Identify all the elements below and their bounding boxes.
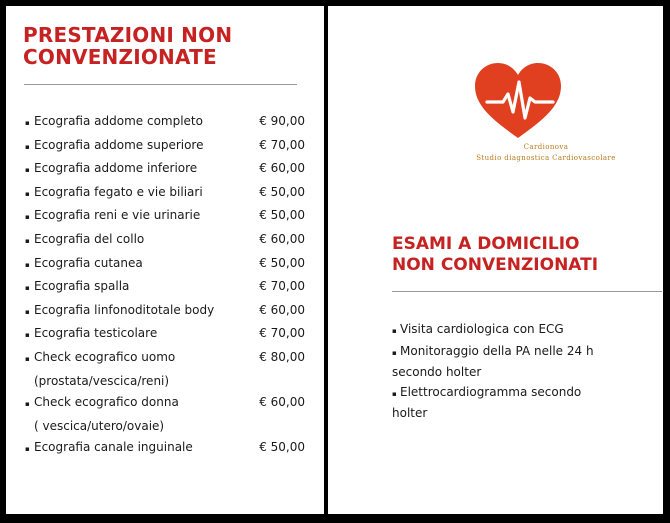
- service-name: [25, 347, 255, 392]
- service-name: [25, 323, 255, 347]
- bullet-icon: ▪: [25, 354, 30, 363]
- price-row: [25, 205, 305, 229]
- home-visit-text-content: secondo holter: [392, 365, 482, 379]
- home-visit-text: [392, 363, 632, 383]
- service-price: € 50,00: [259, 255, 305, 270]
- service-detail: ( vescica/utero/ovaie): [34, 418, 165, 433]
- service-name-text: Ecografia testicolare: [34, 326, 158, 341]
- service-price: € 60,00: [259, 161, 305, 176]
- home-visits-list: [392, 320, 632, 424]
- service-name: [25, 392, 255, 437]
- price-row: [25, 135, 305, 159]
- prices-title-line1: PRESTAZIONI NON: [23, 23, 233, 47]
- home-visits-title-line2: NON CONVENZIONATI: [392, 255, 599, 275]
- bullet-icon: ▪: [25, 142, 30, 151]
- bullet-icon: ▪: [25, 119, 30, 127]
- service-price: € 70,00: [259, 326, 305, 341]
- service-price: € 70,00: [259, 279, 305, 294]
- bullet-icon: ▪: [25, 166, 30, 175]
- home-visit-item: [392, 383, 632, 424]
- service-name: [25, 276, 255, 300]
- service-detail: (prostata/vescica/reni): [34, 373, 170, 388]
- service-name-text: Ecografia reni e vie urinarie: [34, 208, 201, 223]
- service-name: [25, 437, 255, 461]
- prices-title: [23, 24, 313, 68]
- price-row: [25, 253, 305, 277]
- bullet-icon: ▪: [392, 389, 397, 398]
- service-name-text: Check ecografico uomo: [34, 349, 176, 364]
- bullet-icon: ▪: [25, 307, 30, 316]
- service-name: [25, 135, 255, 159]
- home-visit-text-content: holter: [392, 406, 428, 420]
- bullet-icon: ▪: [25, 284, 30, 293]
- price-row: [25, 300, 305, 324]
- service-name: [25, 158, 255, 182]
- price-row: [25, 229, 305, 253]
- service-name-text: Ecografia addome superiore: [34, 137, 204, 152]
- price-row: [25, 437, 305, 461]
- bullet-icon: ▪: [25, 331, 30, 340]
- home-visits-panel: [328, 6, 663, 514]
- service-name-text: Ecografia fegato e vie biliari: [34, 184, 203, 199]
- home-visit-text-content: Monitoraggio della PA nelle 24 h: [400, 343, 594, 358]
- home-visit-text: [392, 342, 632, 364]
- service-price: € 60,00: [259, 395, 305, 410]
- service-name-text: Ecografia cutanea: [34, 255, 143, 270]
- price-row: [25, 111, 305, 135]
- service-name: [25, 229, 255, 253]
- home-visits-divider: [392, 291, 662, 292]
- prices-title-line2: CONVENZIONATE: [23, 45, 217, 69]
- home-visits-title-line1: ESAMI A DOMICILIO: [392, 234, 580, 254]
- prices-divider: [24, 84, 297, 85]
- service-price: € 60,00: [259, 302, 305, 317]
- service-name-text: Ecografia canale inguinale: [34, 440, 193, 455]
- home-visit-text-content: Elettrocardiogramma secondo: [400, 384, 582, 399]
- home-visit-text: [392, 404, 632, 424]
- home-visit-text-content: Visita cardiologica con ECG: [400, 322, 564, 336]
- heart-pulse-icon: [473, 62, 563, 140]
- service-name-text: Check ecografico donna: [34, 395, 179, 410]
- home-visit-item: [392, 320, 632, 342]
- bullet-icon: ▪: [25, 213, 30, 222]
- price-row: [25, 392, 305, 437]
- home-visit-text: [392, 383, 632, 405]
- service-price: € 50,00: [259, 184, 305, 199]
- price-row: [25, 276, 305, 300]
- service-name-text: Ecografia addome inferiore: [34, 161, 198, 176]
- service-price: € 90,00: [259, 114, 305, 128]
- service-name-text: Ecografia linfonoditotale body: [34, 302, 215, 317]
- bullet-icon: ▪: [25, 189, 30, 198]
- service-name-text: Ecografia spalla: [34, 279, 130, 294]
- bullet-icon: ▪: [25, 400, 30, 409]
- bullet-icon: ▪: [392, 348, 397, 357]
- bullet-icon: ▪: [25, 445, 30, 454]
- brand-text: [456, 142, 636, 164]
- bullet-icon: ▪: [25, 236, 30, 245]
- price-row: [25, 347, 305, 392]
- price-list: [25, 111, 305, 461]
- service-price: € 80,00: [259, 349, 305, 364]
- service-price: € 70,00: [259, 137, 305, 152]
- bullet-icon: ▪: [25, 260, 30, 269]
- home-visits-title: [392, 234, 652, 276]
- price-row: [25, 182, 305, 206]
- service-name: [25, 253, 255, 277]
- bullet-icon: ▪: [392, 327, 397, 335]
- home-visit-item: [392, 342, 632, 383]
- service-price: € 50,00: [259, 208, 305, 223]
- prices-panel: [6, 6, 324, 514]
- home-visit-text: [392, 320, 632, 342]
- price-row: [25, 158, 305, 182]
- service-name-text: Ecografia del collo: [34, 231, 145, 246]
- service-name: [25, 205, 255, 229]
- brand-tagline: Studio diagnostica Cardiovascolare: [476, 154, 616, 162]
- brand-name: Cardionova: [523, 143, 569, 151]
- price-row: [25, 323, 305, 347]
- service-price: € 50,00: [259, 440, 305, 455]
- service-name: [25, 111, 255, 135]
- service-name: [25, 182, 255, 206]
- service-price: € 60,00: [259, 231, 305, 246]
- service-name: [25, 300, 255, 324]
- service-name-text: Ecografia addome completo: [34, 114, 203, 128]
